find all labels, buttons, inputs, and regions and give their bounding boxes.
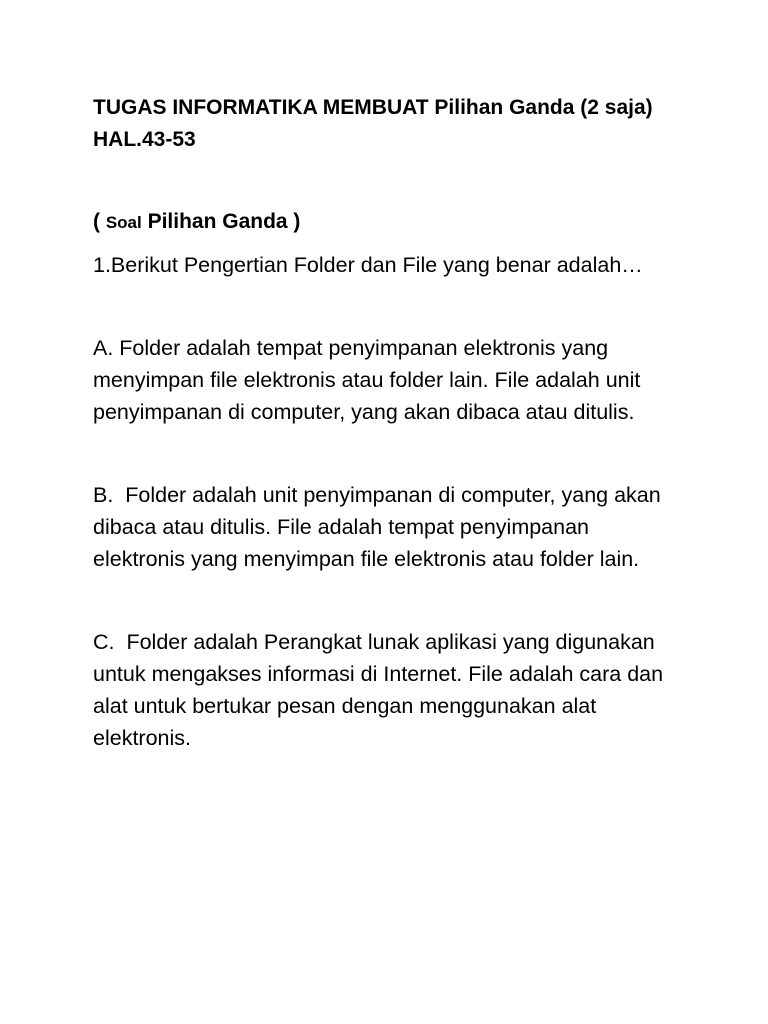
section-label-open: ( — [93, 210, 106, 233]
section-label — [93, 206, 668, 239]
section-label-small: Soal — [105, 213, 142, 232]
question-1: 1.Berikut Pengertian Folder dan File yang benar adalah… — [93, 253, 643, 277]
option-a: A. Folder adalah tempat penyimpanan elektronis yang menyimpan file elektronis atau folder lain. File adalah unit penyimpanan di computer, yang akan dibaca atau ditulis. — [93, 336, 641, 424]
option-c: C. Folder adalah Perangkat lunak aplikasi yang digunakan untuk mengakses informasi di Internet. File adalah cara dan alat untuk bertukar pesan dengan menggunakan alat elektronis. — [93, 630, 664, 750]
option-b: B. Folder adalah unit penyimpanan di computer, yang akan dibaca atau ditulis. File adalah tempat penyimpanan elektronis yang menyimpan file elektronis atau folder lain. — [93, 483, 661, 571]
section-label-rest: Pilihan Ganda ) — [141, 210, 301, 233]
document-page — [93, 92, 668, 754]
assignment-heading: TUGAS INFORMATIKA MEMBUAT Pilihan Ganda (2 saja) HAL.43-53 — [93, 96, 653, 151]
